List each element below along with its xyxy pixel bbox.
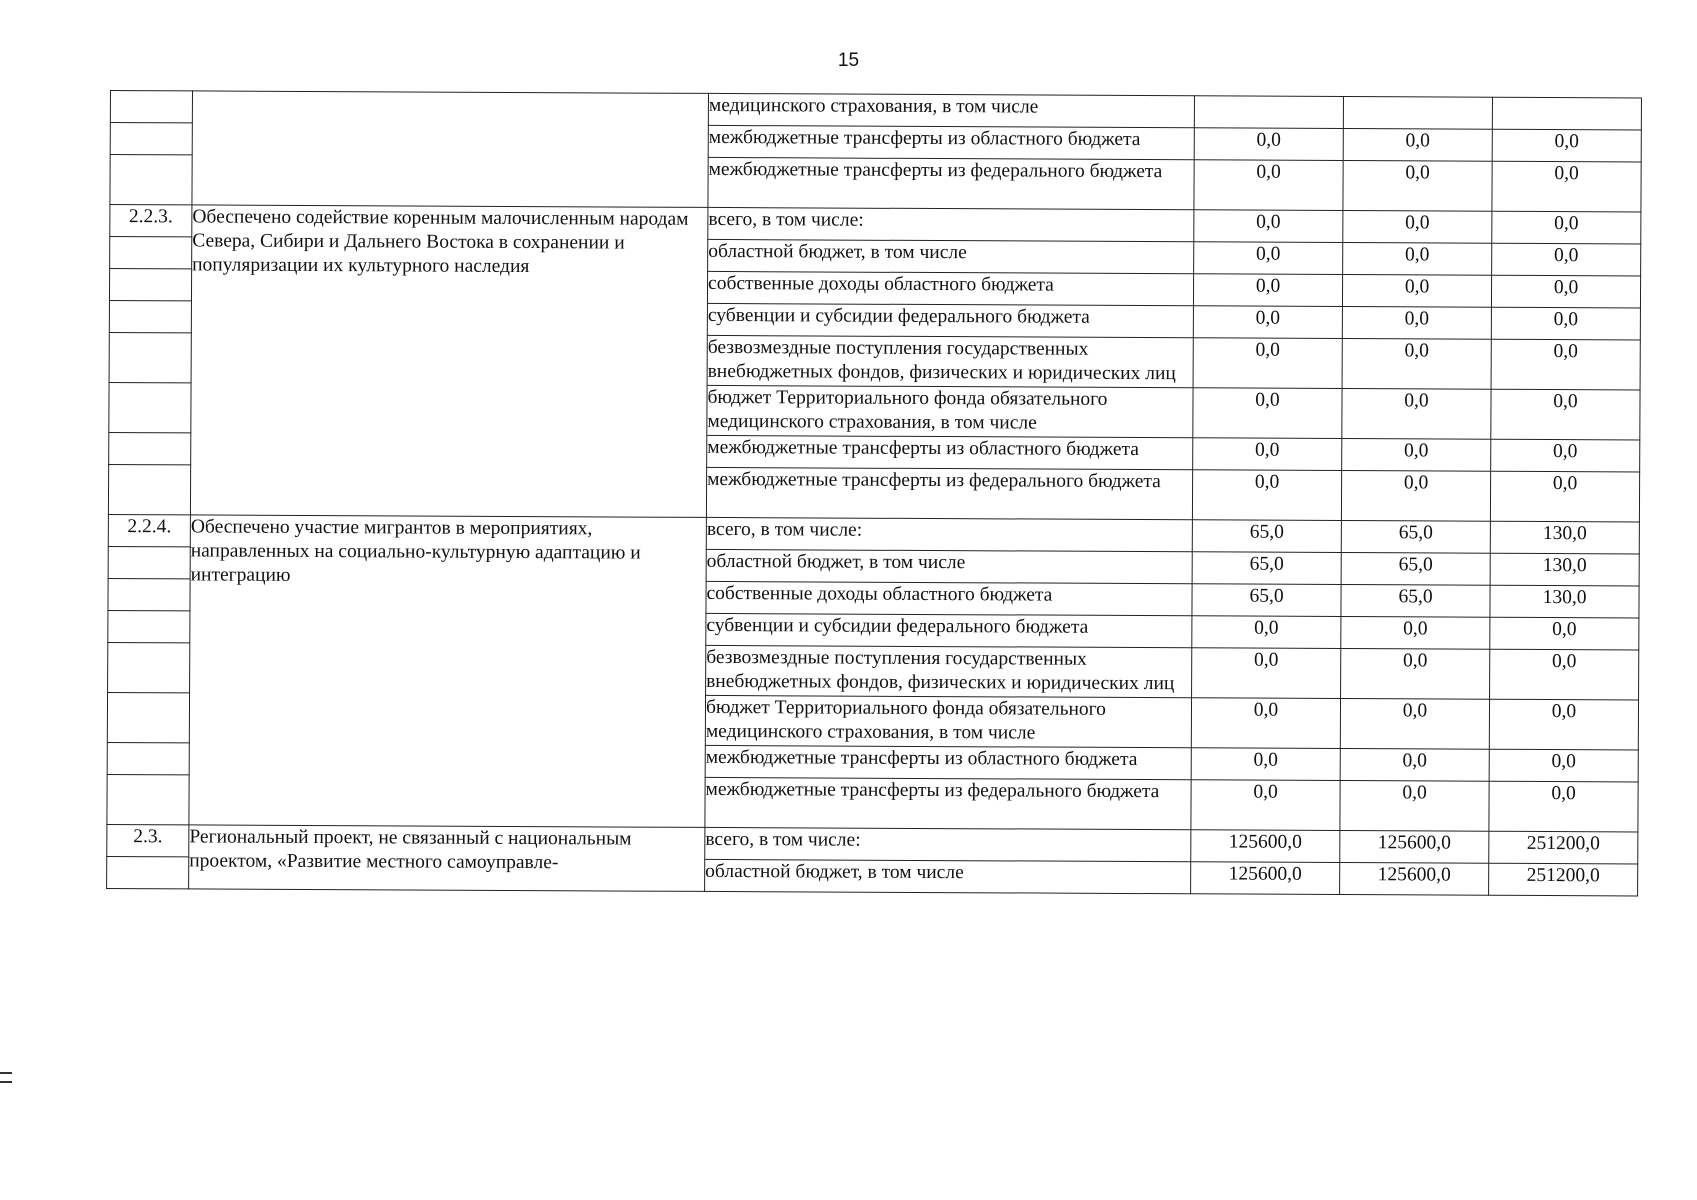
amount-cell-year-1: 0,0 xyxy=(1194,128,1343,161)
budget-table xyxy=(106,90,1642,896)
amount-cell-year-2: 65,0 xyxy=(1341,585,1490,618)
code-cell xyxy=(110,91,192,123)
measure-name-cell xyxy=(192,91,709,208)
amount-cell-year-2: 0,0 xyxy=(1340,699,1489,750)
budget-table-body xyxy=(107,91,1642,896)
funding-source-cell: межбюджетные трансферты из областного бюджета xyxy=(708,125,1194,159)
amount-cell-total: 0,0 xyxy=(1491,307,1640,340)
measure-name-cell: Региональный проект, не связанный с национальным проектом, «Развитие местного самоуправле- xyxy=(189,825,705,892)
funding-source-cell: межбюджетные трансферты из федерального бюджета xyxy=(705,777,1191,829)
code-cell xyxy=(110,123,192,155)
amount-cell-year-1: 65,0 xyxy=(1192,584,1341,617)
amount-cell-year-2: 0,0 xyxy=(1341,649,1490,700)
amount-cell-year-1: 0,0 xyxy=(1193,438,1342,471)
amount-cell-total: 0,0 xyxy=(1491,339,1640,390)
margin-mark xyxy=(0,1081,12,1083)
amount-cell-year-2: 0,0 xyxy=(1340,749,1489,782)
amount-cell-year-1: 0,0 xyxy=(1191,698,1340,749)
amount-cell-year-1: 0,0 xyxy=(1193,388,1342,439)
code-cell xyxy=(107,856,189,888)
code-cell xyxy=(109,432,191,464)
amount-cell-total: 0,0 xyxy=(1490,471,1639,522)
amount-cell-total: 0,0 xyxy=(1492,211,1641,244)
amount-cell-total: 130,0 xyxy=(1490,585,1639,618)
margin-mark xyxy=(0,1072,12,1074)
amount-cell-year-2: 0,0 xyxy=(1343,243,1492,276)
amount-cell-year-2: 0,0 xyxy=(1342,339,1491,390)
budget-table-sheet xyxy=(106,90,1642,896)
amount-cell-year-2: 0,0 xyxy=(1342,275,1491,308)
amount-cell-year-2: 0,0 xyxy=(1342,439,1491,472)
amount-cell-total xyxy=(1492,97,1641,130)
code-cell xyxy=(109,382,191,432)
funding-source-cell: собственные доходы областного бюджета xyxy=(707,271,1193,305)
amount-cell-total: 130,0 xyxy=(1490,521,1639,554)
amount-cell-year-1: 0,0 xyxy=(1191,780,1340,831)
funding-source-cell: медицинского страхования, в том числе xyxy=(708,93,1194,127)
code-cell xyxy=(110,155,192,205)
amount-cell-total: 0,0 xyxy=(1491,439,1640,472)
page-number: 15 xyxy=(837,50,860,71)
table-row xyxy=(110,91,1641,130)
funding-source-cell: бюджет Территориального фонда обязательного медицинского страхования, в том числе xyxy=(707,385,1193,437)
amount-cell-total: 0,0 xyxy=(1490,649,1639,700)
funding-source-cell: безвозмездные поступления государственных внебюджетных фондов, физических и юридических лиц xyxy=(706,645,1192,697)
amount-cell-year-1: 125600,0 xyxy=(1191,830,1340,863)
amount-cell-year-1: 0,0 xyxy=(1194,160,1343,211)
amount-cell-year-1: 0,0 xyxy=(1193,306,1342,339)
amount-cell-year-2: 0,0 xyxy=(1342,307,1491,340)
amount-cell-total: 0,0 xyxy=(1489,781,1638,832)
code-cell xyxy=(109,332,191,382)
code-cell xyxy=(107,692,189,742)
code-cell xyxy=(108,546,190,578)
amount-cell-year-2: 0,0 xyxy=(1343,129,1492,162)
amount-cell-total: 0,0 xyxy=(1492,129,1641,162)
amount-cell-year-1: 65,0 xyxy=(1192,520,1341,553)
code-cell xyxy=(108,610,190,642)
amount-cell-year-1: 0,0 xyxy=(1194,242,1343,275)
funding-source-cell: всего, в том числе: xyxy=(706,517,1192,551)
amount-cell-total: 0,0 xyxy=(1489,749,1638,782)
funding-source-cell: собственные доходы областного бюджета xyxy=(706,581,1192,615)
amount-cell-total: 0,0 xyxy=(1492,243,1641,276)
amount-cell-total: 251200,0 xyxy=(1489,863,1638,896)
measure-code-cell: 2.2.3. xyxy=(110,205,192,237)
amount-cell-year-2: 0,0 xyxy=(1341,471,1490,522)
amount-cell-year-2: 0,0 xyxy=(1342,389,1491,440)
funding-source-cell: областной бюджет, в том числе xyxy=(705,859,1191,893)
measure-name-cell: Обеспечено содействие коренным малочисленным народам Севера, Сибири и Дальнего Востока в сохранении и популяризации их культурного наследия xyxy=(190,205,708,518)
measure-code-cell: 2.2.4. xyxy=(108,514,190,546)
amount-cell-total: 0,0 xyxy=(1489,699,1638,750)
amount-cell-year-2: 0,0 xyxy=(1343,161,1492,212)
amount-cell-year-1: 0,0 xyxy=(1192,648,1341,699)
funding-source-cell: межбюджетные трансферты из федерального бюджета xyxy=(706,467,1192,519)
funding-source-cell: всего, в том числе: xyxy=(705,827,1191,861)
amount-cell-total: 0,0 xyxy=(1492,161,1641,212)
measure-name-cell: Обеспечено участие мигрантов в мероприятиях, направленных на социально-культурную адаптацию и интеграцию xyxy=(189,515,707,828)
funding-source-cell: областной бюджет, в том числе xyxy=(706,549,1192,583)
code-cell xyxy=(110,237,192,269)
amount-cell-year-1: 0,0 xyxy=(1191,748,1340,781)
measure-code-cell: 2.3. xyxy=(107,824,189,856)
table-row xyxy=(107,824,1638,863)
code-cell xyxy=(109,269,191,301)
amount-cell-total: 251200,0 xyxy=(1489,831,1638,864)
funding-source-cell: субвенции и субсидии федерального бюджета xyxy=(706,613,1192,647)
funding-source-cell: бюджет Территориального фонда обязательного медицинского страхования, в том числе xyxy=(705,695,1191,747)
amount-cell-year-2: 65,0 xyxy=(1341,553,1490,586)
table-row xyxy=(110,205,1641,244)
amount-cell-year-1: 125600,0 xyxy=(1191,862,1340,895)
amount-cell-total: 0,0 xyxy=(1491,275,1640,308)
amount-cell-year-2: 65,0 xyxy=(1341,521,1490,554)
amount-cell-year-1: 65,0 xyxy=(1192,552,1341,585)
funding-source-cell: межбюджетные трансферты из федерального бюджета xyxy=(708,157,1194,209)
funding-source-cell: безвозмездные поступления государственных внебюджетных фондов, физических и юридических лиц xyxy=(707,335,1193,387)
amount-cell-year-2: 125600,0 xyxy=(1340,863,1489,896)
amount-cell-year-2: 0,0 xyxy=(1343,211,1492,244)
code-cell xyxy=(108,578,190,610)
amount-cell-year-1 xyxy=(1194,96,1343,129)
amount-cell-year-1: 0,0 xyxy=(1194,210,1343,243)
amount-cell-total: 0,0 xyxy=(1490,617,1639,650)
code-cell xyxy=(109,300,191,332)
amount-cell-year-2 xyxy=(1343,97,1492,130)
amount-cell-year-1: 0,0 xyxy=(1192,470,1341,521)
amount-cell-year-1: 0,0 xyxy=(1193,338,1342,389)
amount-cell-year-1: 0,0 xyxy=(1193,274,1342,307)
funding-source-cell: всего, в том числе: xyxy=(708,207,1194,241)
amount-cell-year-1: 0,0 xyxy=(1192,616,1341,649)
amount-cell-year-2: 0,0 xyxy=(1341,617,1490,650)
amount-cell-total: 130,0 xyxy=(1490,553,1639,586)
funding-source-cell: областной бюджет, в том числе xyxy=(708,239,1194,273)
funding-source-cell: субвенции и субсидии федерального бюджета xyxy=(707,303,1193,337)
table-row xyxy=(108,514,1639,553)
code-cell xyxy=(108,464,190,514)
code-cell xyxy=(107,742,189,774)
amount-cell-total: 0,0 xyxy=(1491,389,1640,440)
amount-cell-year-2: 125600,0 xyxy=(1340,831,1489,864)
code-cell xyxy=(107,774,189,824)
amount-cell-year-2: 0,0 xyxy=(1340,781,1489,832)
code-cell xyxy=(108,642,190,692)
funding-source-cell: межбюджетные трансферты из областного бюджета xyxy=(707,435,1193,469)
funding-source-cell: межбюджетные трансферты из областного бюджета xyxy=(705,745,1191,779)
